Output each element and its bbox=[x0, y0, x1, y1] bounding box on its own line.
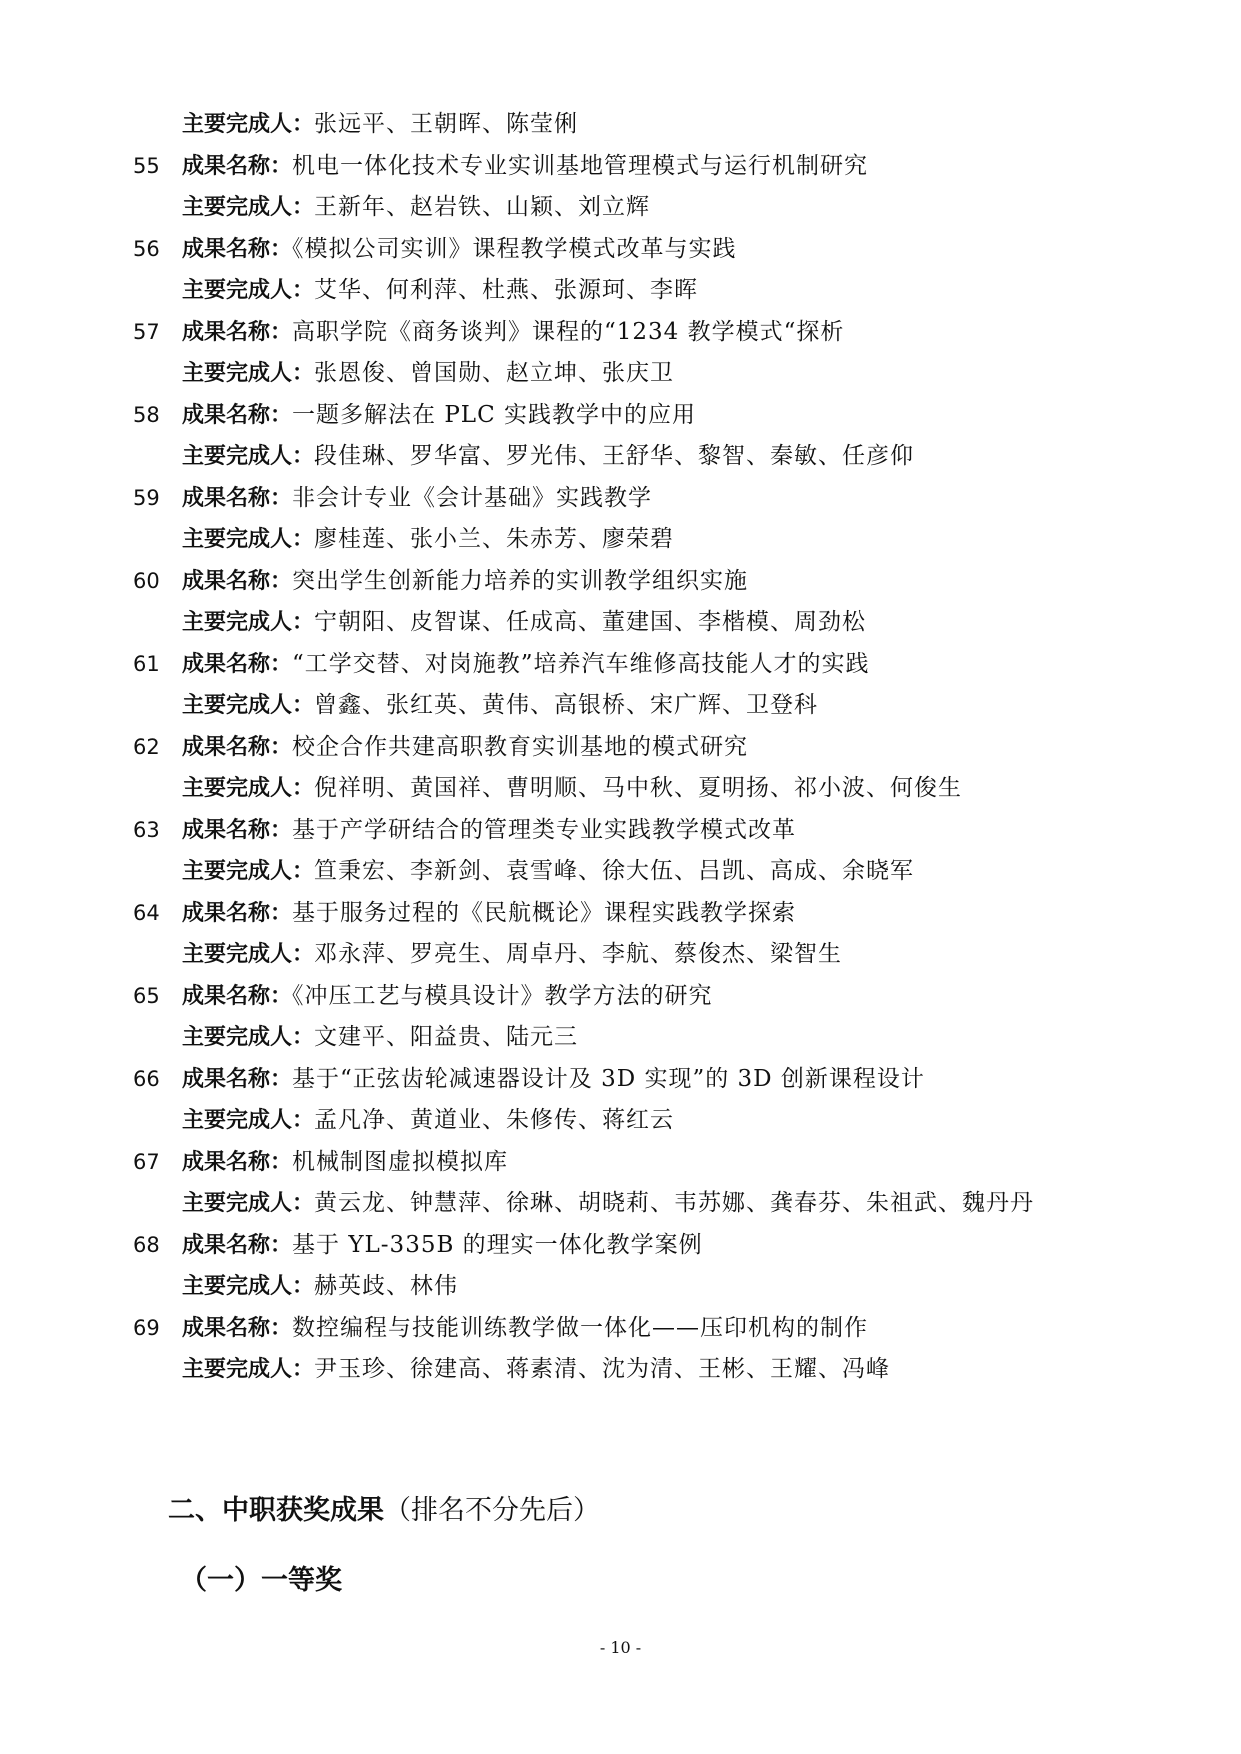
person-line bbox=[0, 1349, 1241, 1391]
entry-title: 一题多解法在 PLC 实践教学中的应用 bbox=[292, 401, 696, 428]
person-names: 段佳琳、罗华富、罗光伟、王舒华、黎智、秦敏、任彦仰 bbox=[314, 443, 915, 469]
person-label: 主要完成人： bbox=[182, 942, 315, 967]
entry-title-line bbox=[0, 312, 1241, 354]
entry-number: 59 bbox=[133, 485, 160, 510]
person-names: 曾鑫、张红英、黄伟、高银桥、宋广辉、卫登科 bbox=[314, 692, 819, 718]
section-heading bbox=[168, 1488, 600, 1527]
entry-title-line bbox=[0, 1142, 1241, 1184]
person-line bbox=[0, 104, 1241, 146]
person-label: 主要完成人： bbox=[182, 859, 315, 884]
section-title: 二、中职获奖成果 bbox=[168, 1495, 384, 1526]
person-label: 主要完成人： bbox=[182, 361, 315, 386]
person-names: 文建平、阳益贵、陆元三 bbox=[314, 1024, 579, 1050]
person-names: 邓永萍、罗亮生、周卓丹、李航、蔡俊杰、梁智生 bbox=[314, 941, 843, 967]
entry-title: 基于“正弦齿轮减速器设计及 3D 实现”的 3D 创新课程设计 bbox=[292, 1065, 925, 1092]
entry-title-line bbox=[0, 1225, 1241, 1267]
person-label: 主要完成人： bbox=[182, 195, 315, 220]
person-line bbox=[0, 1017, 1241, 1059]
entry-number: 62 bbox=[133, 734, 160, 759]
award-list bbox=[0, 104, 1241, 1391]
title-label: 成果名称： bbox=[182, 153, 293, 179]
entry-title-line bbox=[0, 976, 1241, 1018]
entry-number: 67 bbox=[133, 1149, 160, 1174]
entry-number: 55 bbox=[133, 153, 160, 178]
person-names: 宁朝阳、皮智谋、任成高、董建国、李楷模、周劲松 bbox=[314, 609, 867, 635]
entry-number: 64 bbox=[133, 900, 160, 925]
person-label: 主要完成人： bbox=[182, 1191, 315, 1216]
entry-number: 63 bbox=[133, 817, 160, 842]
person-names: 张恩俊、曾国勋、赵立坤、张庆卫 bbox=[314, 360, 675, 386]
person-names: 孟凡净、黄道业、朱修传、蒋红云 bbox=[314, 1107, 675, 1133]
title-label: 成果名称： bbox=[182, 1315, 293, 1341]
entry-title-line bbox=[0, 478, 1241, 520]
person-label: 主要完成人： bbox=[182, 1357, 315, 1382]
entry-title-line bbox=[0, 229, 1241, 271]
entry-number: 57 bbox=[133, 319, 160, 344]
title-label: 成果名称： bbox=[182, 485, 293, 511]
entry-title-line bbox=[0, 644, 1241, 686]
person-names: 黄云龙、钟慧萍、徐琳、胡晓莉、韦苏娜、龚春芬、朱祖武、魏丹丹 bbox=[314, 1190, 1035, 1216]
title-label: 成果名称： bbox=[182, 236, 293, 262]
person-line bbox=[0, 1100, 1241, 1142]
page-number: - 10 - bbox=[599, 1638, 642, 1657]
person-line bbox=[0, 1266, 1241, 1308]
person-label: 主要完成人： bbox=[182, 1108, 315, 1133]
entry-number: 68 bbox=[133, 1232, 160, 1257]
entry-title: 机电一体化技术专业实训基地管理模式与运行机制研究 bbox=[292, 152, 869, 179]
entry-title: 数控编程与技能训练教学做一体化——压印机构的制作 bbox=[292, 1314, 869, 1341]
person-names: 艾华、何利萍、杜燕、张源珂、李晖 bbox=[314, 277, 699, 303]
person-names: 尹玉珍、徐建高、蒋素清、沈为清、王彬、王耀、冯峰 bbox=[314, 1356, 891, 1382]
person-label: 主要完成人： bbox=[182, 527, 315, 552]
entry-title-line bbox=[0, 1308, 1241, 1350]
person-line bbox=[0, 685, 1241, 727]
entries-container bbox=[0, 146, 1241, 1391]
person-label: 主要完成人： bbox=[182, 1025, 315, 1050]
person-line bbox=[0, 519, 1241, 561]
title-label: 成果名称： bbox=[182, 983, 293, 1009]
person-label: 主要完成人： bbox=[182, 112, 315, 137]
person-line bbox=[0, 187, 1241, 229]
person-label: 主要完成人： bbox=[182, 444, 315, 469]
entry-title: 机械制图虚拟模拟库 bbox=[292, 1148, 509, 1175]
section-note: （排名不分先后） bbox=[384, 1495, 600, 1526]
entry-title: 高职学院《商务谈判》课程的“1234 教学模式“探析 bbox=[292, 318, 845, 345]
person-label: 主要完成人： bbox=[182, 1274, 315, 1299]
person-line bbox=[0, 768, 1241, 810]
title-label: 成果名称： bbox=[182, 734, 293, 760]
entry-number: 66 bbox=[133, 1066, 160, 1091]
person-names: 笪秉宏、李新剑、袁雪峰、徐大伍、吕凯、高成、余晓军 bbox=[314, 858, 915, 884]
entry-title-line bbox=[0, 561, 1241, 603]
person-label: 主要完成人： bbox=[182, 776, 315, 801]
entry-number: 65 bbox=[133, 983, 160, 1008]
entry-number: 61 bbox=[133, 651, 160, 676]
person-line bbox=[0, 1183, 1241, 1225]
title-label: 成果名称： bbox=[182, 817, 293, 843]
person-names: 倪祥明、黄国祥、曹明顺、马中秋、夏明扬、祁小波、何俊生 bbox=[314, 775, 963, 801]
title-label: 成果名称： bbox=[182, 402, 293, 428]
person-label: 主要完成人： bbox=[182, 278, 315, 303]
entry-title-line bbox=[0, 395, 1241, 437]
person-line bbox=[0, 934, 1241, 976]
entry-number: 69 bbox=[133, 1315, 160, 1340]
title-label: 成果名称： bbox=[182, 319, 293, 345]
person-line bbox=[0, 851, 1241, 893]
entry-title: 基于服务过程的《民航概论》课程实践教学探索 bbox=[292, 899, 797, 926]
title-label: 成果名称： bbox=[182, 651, 293, 677]
entry-title: 《模拟公司实训》课程教学模式改革与实践 bbox=[292, 235, 737, 262]
entry-title: “工学交替、对岗施教”培养汽车维修高技能人才的实践 bbox=[292, 650, 870, 677]
entry-title-line bbox=[0, 727, 1241, 769]
person-names: 赫英歧、林伟 bbox=[314, 1273, 459, 1299]
person-line bbox=[0, 602, 1241, 644]
subsection-heading: （一）一等奖 bbox=[180, 1565, 342, 1596]
person-line bbox=[0, 353, 1241, 395]
entry-title: 《冲压工艺与模具设计》教学方法的研究 bbox=[292, 982, 713, 1009]
entry-title-line bbox=[0, 893, 1241, 935]
person-line bbox=[0, 436, 1241, 478]
title-label: 成果名称： bbox=[182, 900, 293, 926]
title-label: 成果名称： bbox=[182, 1232, 293, 1258]
title-label: 成果名称： bbox=[182, 1149, 293, 1175]
title-label: 成果名称： bbox=[182, 1066, 293, 1092]
entry-title: 非会计专业《会计基础》实践教学 bbox=[292, 484, 653, 511]
person-label: 主要完成人： bbox=[182, 693, 315, 718]
person-label: 主要完成人： bbox=[182, 610, 315, 635]
person-names: 张远平、王朝晖、陈莹俐 bbox=[314, 111, 579, 137]
person-line bbox=[0, 270, 1241, 312]
person-names: 廖桂莲、张小兰、朱赤芳、廖荣碧 bbox=[314, 526, 675, 552]
entry-number: 56 bbox=[133, 236, 160, 261]
entry-title: 基于 YL-335B 的理实一体化教学案例 bbox=[292, 1231, 703, 1258]
entry-number: 60 bbox=[133, 568, 160, 593]
entry-title-line bbox=[0, 810, 1241, 852]
entry-title: 突出学生创新能力培养的实训教学组织实施 bbox=[292, 567, 749, 594]
entry-title-line bbox=[0, 146, 1241, 188]
entry-title: 基于产学研结合的管理类专业实践教学模式改革 bbox=[292, 816, 797, 843]
entry-title-line bbox=[0, 1059, 1241, 1101]
entry-title: 校企合作共建高职教育实训基地的模式研究 bbox=[292, 733, 749, 760]
person-names: 王新年、赵岩铁、山颖、刘立辉 bbox=[314, 194, 651, 220]
entry-number: 58 bbox=[133, 402, 160, 427]
title-label: 成果名称： bbox=[182, 568, 293, 594]
